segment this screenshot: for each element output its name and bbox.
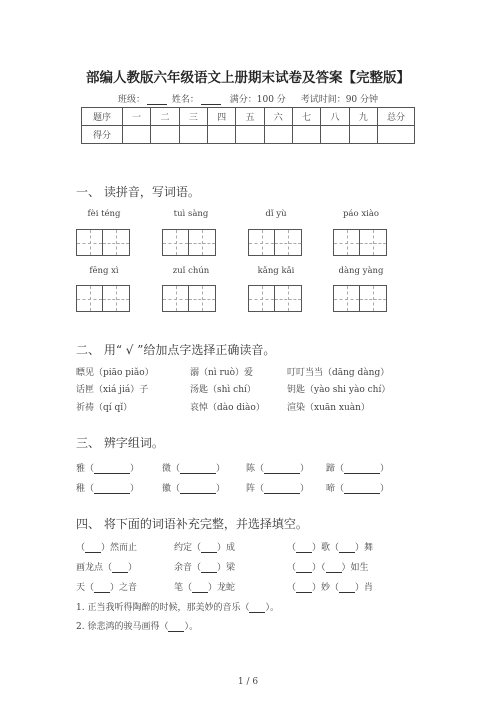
score-table-row	[82, 126, 415, 144]
page-title: 部编人教版六年级语文上册期末试卷及答案【完整版】	[86, 70, 410, 86]
word-item[interactable]: 阵（ ）	[246, 484, 310, 494]
reading-item[interactable]: 渲染（xuān xuàn）	[287, 403, 370, 413]
writing-grid[interactable]	[162, 285, 216, 312]
header-cell: 总分	[378, 108, 415, 126]
char: 阵	[246, 484, 256, 494]
header-cell: 七	[292, 108, 320, 126]
reading-item[interactable]: 瞟见（piāo piǎo）	[76, 368, 154, 378]
idiom-item[interactable]: （ ）然而止	[76, 543, 138, 553]
pinyin-label: fēng xì	[89, 266, 119, 276]
char: 雅	[76, 464, 86, 474]
reading-item[interactable]: 话匣（xiá jiá）子	[76, 385, 149, 395]
pinyin-label: zuǐ chún	[172, 266, 210, 276]
section1-title: 一、 读拼音，写词语。	[76, 185, 200, 199]
idiom-item[interactable]: 画龙点（ ）	[76, 563, 138, 573]
idiom-item[interactable]: （ ）（ ）如生	[287, 563, 369, 573]
name-blank[interactable]	[201, 95, 221, 105]
section2-title: 二、 用“ √ ”给加点字选择正确读音。	[76, 343, 276, 357]
word-item[interactable]: 稚（ ）	[76, 484, 140, 494]
score-cell[interactable]	[236, 126, 264, 144]
char: 蹄	[326, 464, 336, 474]
header-cell: 题序	[82, 108, 123, 126]
header-cell: 四	[207, 108, 235, 126]
score-cell[interactable]	[179, 126, 207, 144]
score-table	[81, 107, 415, 144]
score-label: 满分：100 分	[229, 95, 286, 105]
char: 啼	[326, 484, 336, 494]
word-item[interactable]: 蹄（ ）	[326, 464, 390, 474]
char: 稚	[76, 484, 86, 494]
writing-grid[interactable]	[248, 285, 302, 312]
section4-title: 四、 将下面的词语补充完整，并选择填空。	[76, 517, 308, 531]
word-item[interactable]: 啼（ ）	[326, 484, 390, 494]
header-cell: 八	[321, 108, 349, 126]
class-label: 班级：	[117, 95, 145, 105]
idiom-item[interactable]: （ ）妙（ ）肖	[287, 583, 374, 593]
idiom-item[interactable]: 笔（ ）龙蛇	[174, 583, 236, 593]
class-blank[interactable]	[147, 95, 167, 105]
score-cell[interactable]	[321, 126, 349, 144]
idiom-item[interactable]: 约定（ ）成	[174, 543, 236, 553]
idiom-item[interactable]: 天（ ）之音	[76, 583, 138, 593]
header-cell: 九	[349, 108, 377, 126]
pinyin-label: páo xiào	[342, 209, 380, 219]
word-item[interactable]: 雅（ ）	[76, 464, 140, 474]
question-2[interactable]: 2. 徐悲鸿的骏马画得（ ）。	[76, 622, 198, 632]
score-cell[interactable]	[378, 126, 415, 144]
writing-grid[interactable]	[162, 229, 216, 256]
writing-grid[interactable]	[333, 229, 387, 256]
score-cell[interactable]	[292, 126, 320, 144]
word-item[interactable]: 徽（ ）	[162, 484, 226, 494]
row-label: 得分	[82, 126, 123, 144]
reading-item[interactable]: 钥匙（yào shi yào chí）	[287, 385, 391, 395]
pinyin-label: kǎng kǎi	[257, 266, 295, 276]
reading-item[interactable]: 溺（nì ruò）爱	[190, 368, 254, 378]
section3-title: 三、 辨字组词。	[76, 436, 164, 450]
pinyin-label: dàng yàng	[338, 266, 384, 276]
question-1[interactable]: 1. 正当我听得陶醉的时候，那美妙的音乐（ ）。	[76, 603, 279, 613]
score-cell[interactable]	[123, 126, 151, 144]
reading-item[interactable]: 祈祷（qí qǐ）	[76, 403, 133, 413]
pinyin-label: tuì sàng	[173, 209, 209, 219]
header-cell: 二	[151, 108, 179, 126]
writing-grid[interactable]	[76, 285, 130, 312]
name-label: 姓名：	[171, 95, 199, 105]
char: 微	[162, 464, 172, 474]
reading-item[interactable]: 叮叮当当（dāng dàng）	[287, 368, 390, 378]
idiom-item[interactable]: 余音（ ）梁	[174, 563, 236, 573]
reading-item[interactable]: 哀悼（dào diào）	[190, 403, 265, 413]
header-cell: 一	[123, 108, 151, 126]
char: 徽	[162, 484, 172, 494]
idiom-item[interactable]: （ ）歌（ ）舞	[287, 543, 374, 553]
score-table-header	[82, 108, 415, 126]
score-cell[interactable]	[264, 126, 292, 144]
time-label: 考试时间：90 分钟	[300, 95, 379, 105]
writing-grid[interactable]	[248, 229, 302, 256]
word-item[interactable]: 微（ ）	[162, 464, 226, 474]
char: 陈	[246, 464, 256, 474]
score-cell[interactable]	[207, 126, 235, 144]
word-item[interactable]: 陈（ ）	[246, 464, 310, 474]
header-cell: 三	[179, 108, 207, 126]
score-cell[interactable]	[349, 126, 377, 144]
page-number: 1 / 6	[237, 677, 259, 687]
writing-grid[interactable]	[76, 229, 130, 256]
header-cell: 六	[264, 108, 292, 126]
reading-item[interactable]: 汤匙（shì chí）	[190, 385, 256, 395]
score-cell[interactable]	[151, 126, 179, 144]
pinyin-label: fèi téng	[87, 209, 121, 219]
exam-info	[0, 92, 496, 105]
header-cell: 五	[236, 108, 264, 126]
writing-grid[interactable]	[333, 285, 387, 312]
pinyin-label: dǐ yù	[265, 209, 287, 219]
